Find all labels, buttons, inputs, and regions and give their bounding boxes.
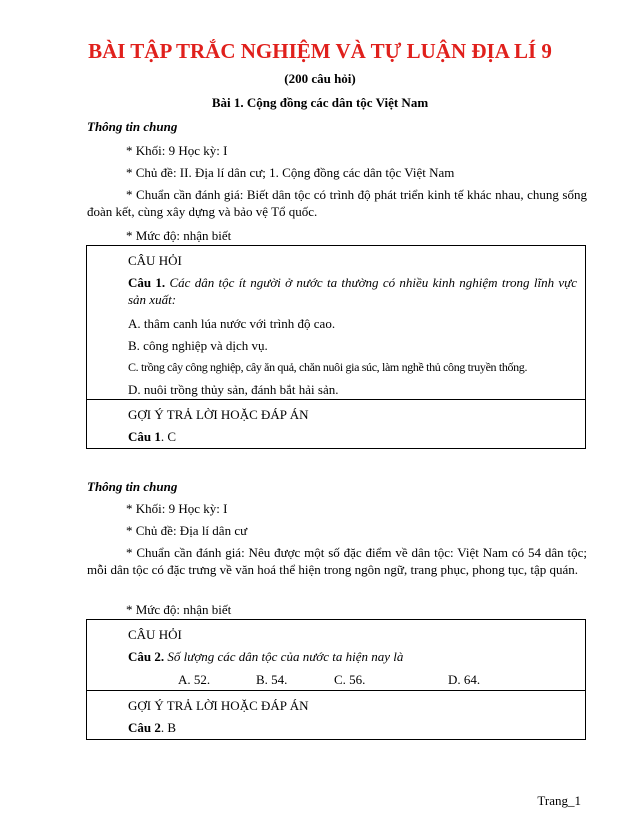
question-label: Câu 1.	[128, 275, 166, 290]
option-d: D. 64.	[448, 672, 481, 687]
answer-header: GỢI Ý TRẢ LỜI HOẶC ĐÁP ÁN	[128, 698, 309, 713]
answer-line	[87, 428, 585, 445]
answer-line	[87, 719, 585, 736]
answer-value: . C	[160, 429, 177, 444]
standard-paragraph: * Chuẩn cần đánh giá: Biết dân tộc có trình độ phát triển kinh tế khác nhau, chung sống đoàn kết, cùng xây dựng và bảo vệ Tổ quốc.	[87, 187, 587, 219]
answer-value: . B	[160, 720, 177, 735]
answer-label: Câu 2	[128, 720, 161, 735]
option-b: B. 54.	[256, 672, 288, 687]
level-line: * Mức độ: nhận biết	[126, 228, 232, 243]
answer-label: Câu 1	[128, 429, 161, 444]
section-heading: Thông tin chung	[87, 119, 178, 134]
page-title: BÀI TẬP TRẮC NGHIỆM VÀ TỰ LUẬN ĐỊA LÍ 9	[88, 39, 552, 63]
question-box	[86, 245, 586, 449]
grade-line: * Khối: 9 Học kỳ: I	[126, 501, 228, 516]
question-section	[87, 620, 585, 690]
page-number: Trang_1	[537, 793, 581, 808]
question-header: CÂU HỎI	[128, 253, 182, 268]
topic-line: * Chủ đề: Địa lí dân cư	[126, 523, 248, 538]
question-header: CÂU HỎI	[128, 627, 182, 642]
option-b: B. công nghiệp và dịch vụ.	[128, 338, 268, 353]
option-a: A. thâm canh lúa nước với trình độ cao.	[128, 316, 336, 331]
lesson-title: Bài 1. Cộng đồng các dân tộc Việt Nam	[211, 95, 429, 110]
answer-section	[87, 399, 585, 448]
option-d: D. nuôi trồng thủy sản, đánh bắt hải sản.	[128, 382, 339, 397]
level-line: * Mức độ: nhận biết	[126, 602, 232, 617]
question-section	[87, 246, 585, 399]
page-subtitle: (200 câu hỏi)	[284, 71, 356, 86]
question-box	[86, 619, 586, 740]
topic-line: * Chủ đề: II. Địa lí dân cư; 1. Cộng đồng các dân tộc Việt Nam	[126, 165, 455, 180]
grade-line: * Khối: 9 Học kỳ: I	[126, 143, 228, 158]
section-heading: Thông tin chung	[87, 479, 178, 494]
option-c: C. trồng cây công nghiệp, cây ăn quả, chăn nuôi gia súc, làm nghề thủ công truyền thống.	[128, 360, 528, 374]
option-a: A. 52.	[178, 672, 211, 687]
options-row	[87, 671, 585, 688]
question-text	[87, 274, 585, 308]
question-body: Các dân tộc ít người ở nước ta thường có nhiều kinh nghiệm trong lĩnh vực sản xuất:	[128, 275, 577, 307]
question-label: Câu 2.	[128, 649, 165, 664]
question-text	[87, 648, 585, 665]
standard-paragraph: * Chuẩn cần đánh giá: Nêu được một số đặc điểm về dân tộc: Việt Nam có 54 dân tộc; mỗi dân tộc có đặc trưng về văn hoá thể hiện trong ngôn ngữ, trang phục, phong tục, tập quán.	[87, 545, 587, 577]
answer-section	[87, 690, 585, 739]
question-body: Số lượng các dân tộc của nước ta hiện nay là	[167, 649, 404, 664]
answer-header: GỢI Ý TRẢ LỜI HOẶC ĐÁP ÁN	[128, 407, 309, 422]
option-c: C. 56.	[334, 672, 366, 687]
